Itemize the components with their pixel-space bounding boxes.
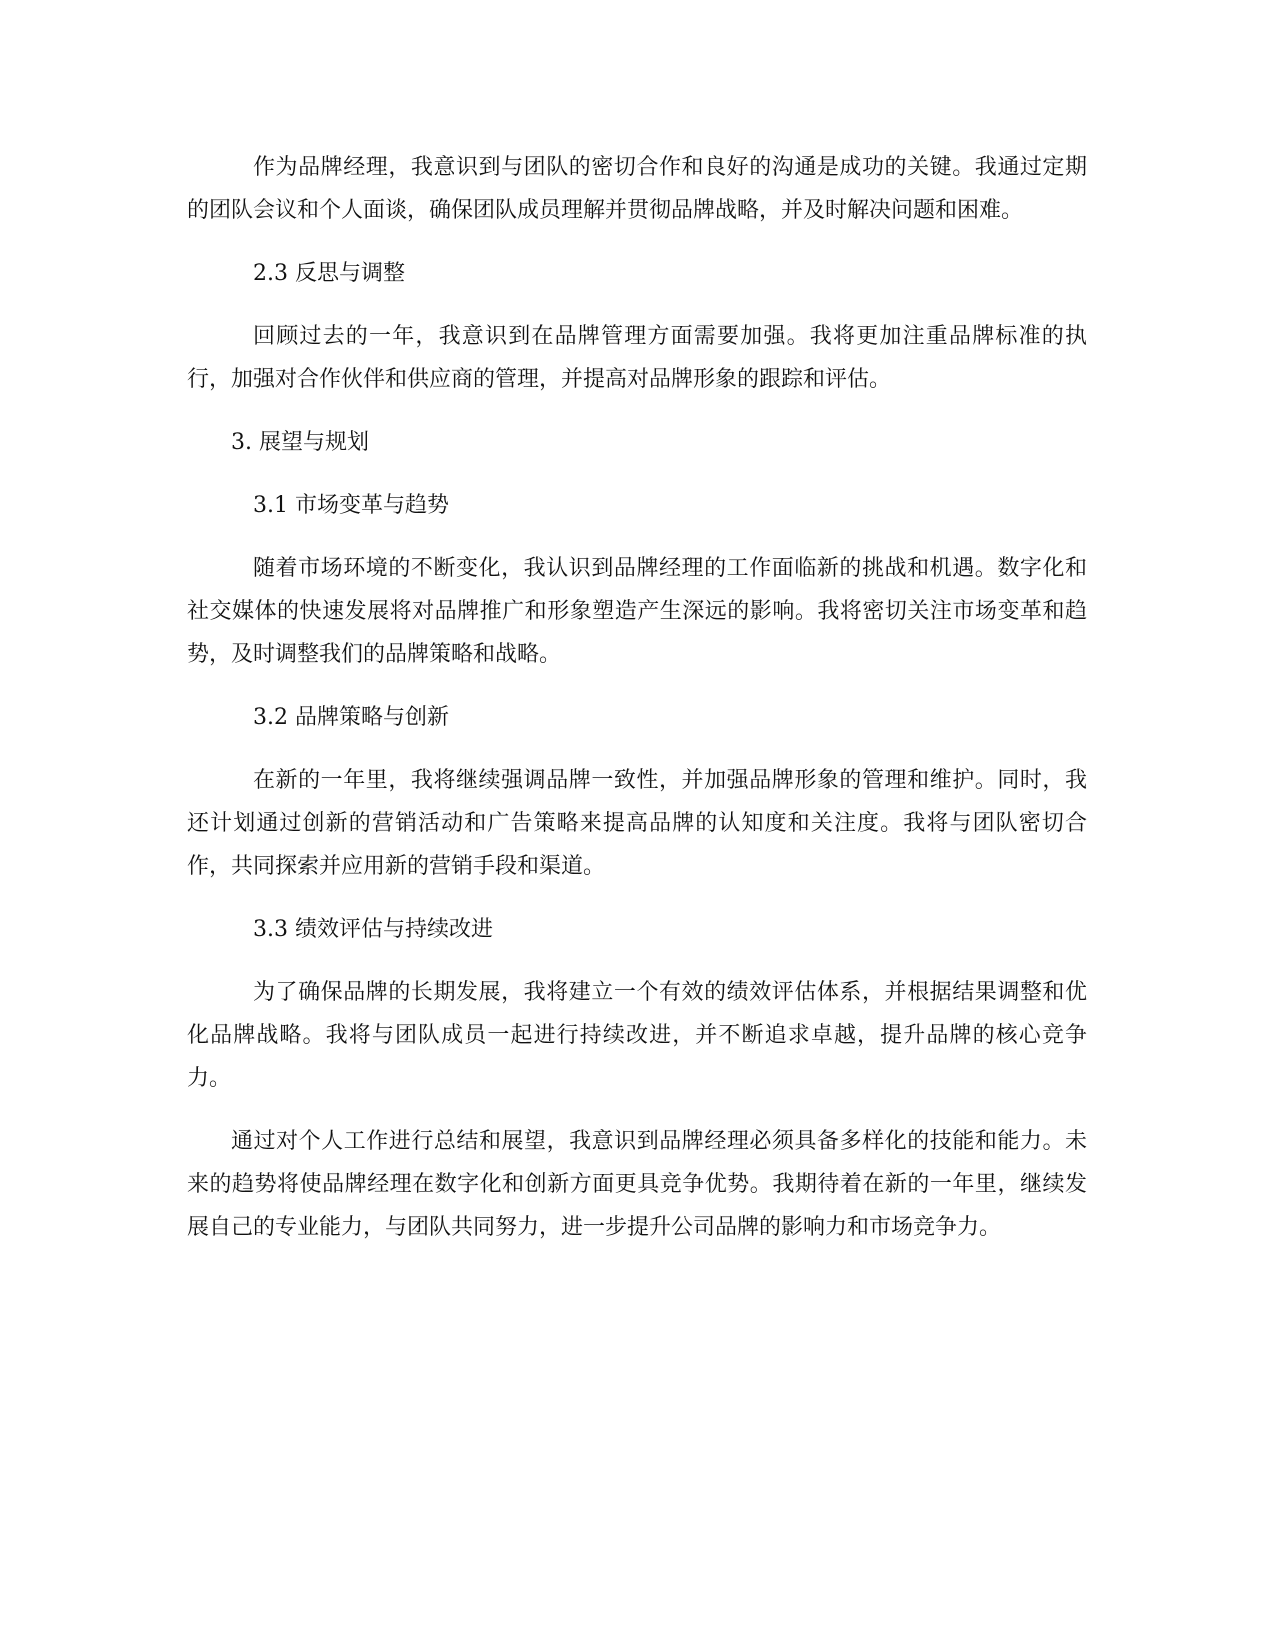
- paragraph-brand-strategy: 在新的一年里，我将继续强调品牌一致性，并加强品牌形象的管理和维护。同时，我还计划通过创新的营销活动和广告策略来提高品牌的认知度和关注度。我将与团队密切合作，共同探索并应用新的营销手段和渠道。: [187, 768, 1087, 879]
- paragraph-conclusion: 通过对个人工作进行总结和展望，我意识到品牌经理必须具备多样化的技能和能力。未来的趋势将使品牌经理在数字化和创新方面更具竞争优势。我期待着在新的一年里，继续发展自己的专业能力，与团队共同努力，进一步提升公司品牌的影响力和市场竞争力。: [187, 1129, 1087, 1240]
- heading-2-3: 2.3 反思与调整: [253, 261, 405, 286]
- heading-3-3: 3.3 绩效评估与持续改进: [253, 917, 493, 942]
- heading-3-2: 3.2 品牌策略与创新: [253, 705, 449, 730]
- heading-3: 3. 展望与规划: [231, 430, 369, 455]
- paragraph-teamwork: 作为品牌经理，我意识到与团队的密切合作和良好的沟通是成功的关键。我通过定期的团队会议和个人面谈，确保团队成员理解并贯彻品牌战略，并及时解决问题和困难。: [187, 155, 1087, 223]
- paragraph-performance: 为了确保品牌的长期发展，我将建立一个有效的绩效评估体系，并根据结果调整和优化品牌战略。我将与团队成员一起进行持续改进，并不断追求卓越，提升品牌的核心竞争力。: [187, 980, 1087, 1091]
- document-body: [187, 146, 1087, 1269]
- heading-3-1: 3.1 市场变革与趋势: [253, 493, 449, 518]
- paragraph-reflection: 回顾过去的一年，我意识到在品牌管理方面需要加强。我将更加注重品牌标准的执行，加强对合作伙伴和供应商的管理，并提高对品牌形象的跟踪和评估。: [187, 324, 1087, 392]
- paragraph-market-trends: 随着市场环境的不断变化，我认识到品牌经理的工作面临新的挑战和机遇。数字化和社交媒体的快速发展将对品牌推广和形象塑造产生深远的影响。我将密切关注市场变革和趋势，及时调整我们的品牌策略和战略。: [187, 556, 1087, 667]
